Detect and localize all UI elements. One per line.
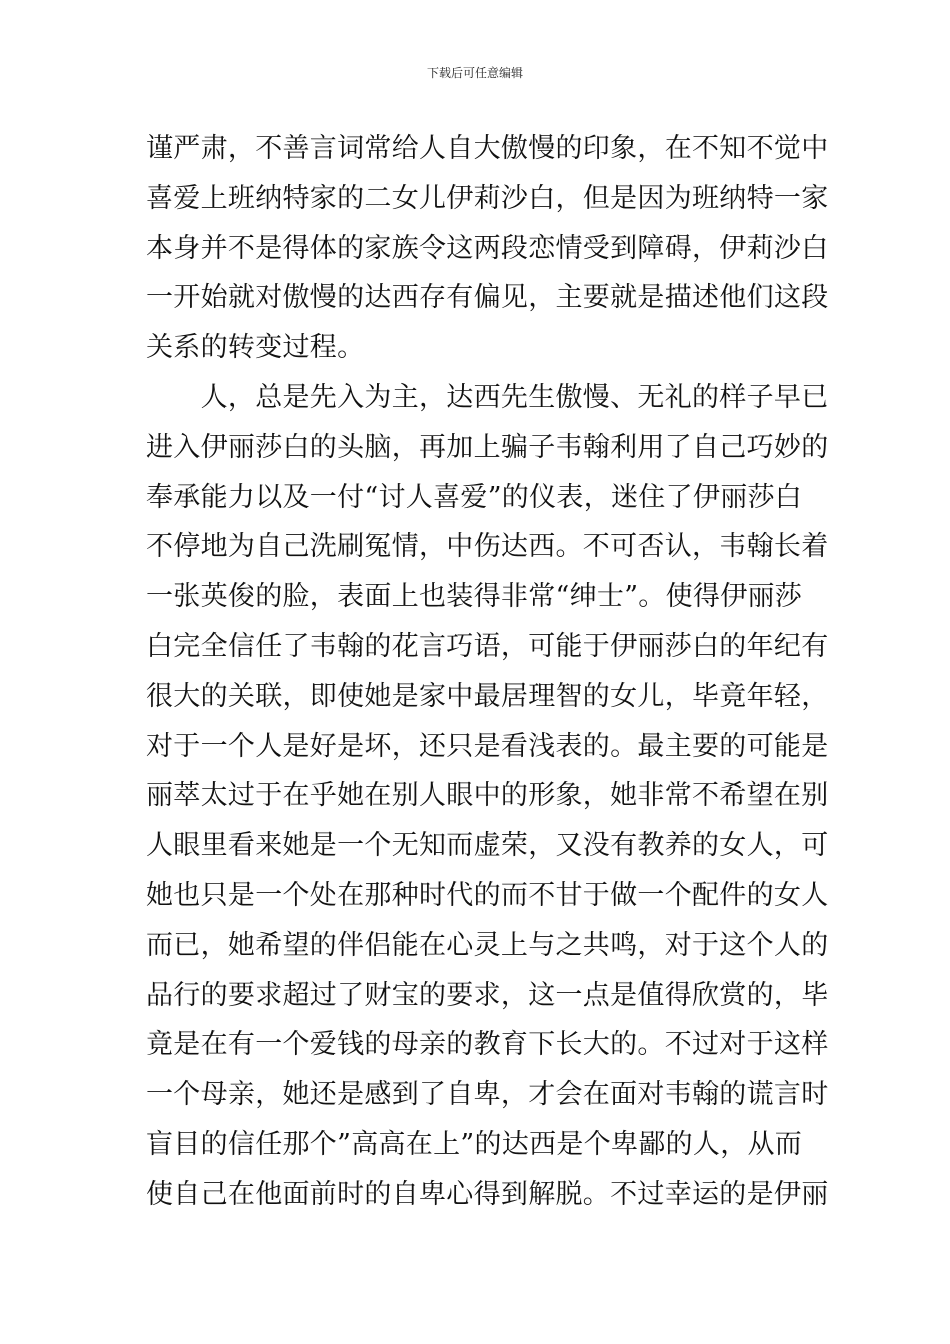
body-text [146,124,829,1220]
text-line: 对于一个人是好是坏，还只是看浅表的。最主要的可能是 [146,730,829,762]
text-line: 谨严肃，不善言词常给人自大傲慢的印象，在不知不觉中 [146,133,829,164]
text-line: 品行的要求超过了财宝的要求，这一点是值得欣赏的，毕 [146,979,829,1011]
text-line: 关系的转变过程。 [146,332,365,364]
page-header: 下载后可任意编辑 [426,66,523,80]
text-line: 喜爱上班纳特家的二女儿伊莉沙白，但是因为班纳特一家 [146,182,829,214]
text-line: 白完全信任了韦翰的花言巧语，可能于伊丽莎白的年纪有 [146,630,829,662]
text-line: 进入伊丽莎白的头脑，再加上骗子韦翰利用了自己巧妙的 [146,431,829,463]
text-line: 一张英俊的脸，表面上也装得非常“绅士”。使得伊丽莎 [146,581,803,613]
text-line: 不停地为自己洗刷冤情，中伤达西。不可否认，韦翰长着 [146,531,829,563]
text-line: 她也只是一个处在那种时代的而不甘于做一个配件的女人 [146,879,829,911]
text-line: 一个母亲，她还是感到了自卑，才会在面对韦翰的谎言时 [146,1079,829,1111]
text-line: 一开始就对傲慢的达西存有偏见，主要就是描述他们这段 [146,282,829,314]
text-line: 而已，她希望的伴侣能在心灵上与之共鸣，对于这个人的 [146,929,829,961]
text-line: 很大的关联，即使她是家中最居理智的女儿，毕竟年轻， [146,680,829,712]
text-line: 人眼里看来她是一个无知而虚荣，又没有教养的女人，可 [146,830,829,862]
text-line: 人，总是先入为主，达西先生傲慢、无礼的样子早已 [146,381,829,413]
text-line: 本身并不是得体的家族令这两段恋情受到障碍，伊莉沙白 [146,232,829,264]
text-line: 使自己在他面前时的自卑心得到解脱。不过幸运的是伊丽 [146,1178,829,1210]
text-line: 盲目的信任那个”高高在上”的达西是个卑鄙的人，从而 [146,1128,803,1160]
text-line: 竟是在有一个爱钱的母亲的教育下长大的。不过对于这样 [146,1029,829,1061]
text-line: 丽萃太过于在乎她在别人眼中的形象，她非常不希望在别 [146,780,829,812]
text-line: 奉承能力以及一付“讨人喜爱”的仪表，迷住了伊丽莎白 [146,481,803,513]
